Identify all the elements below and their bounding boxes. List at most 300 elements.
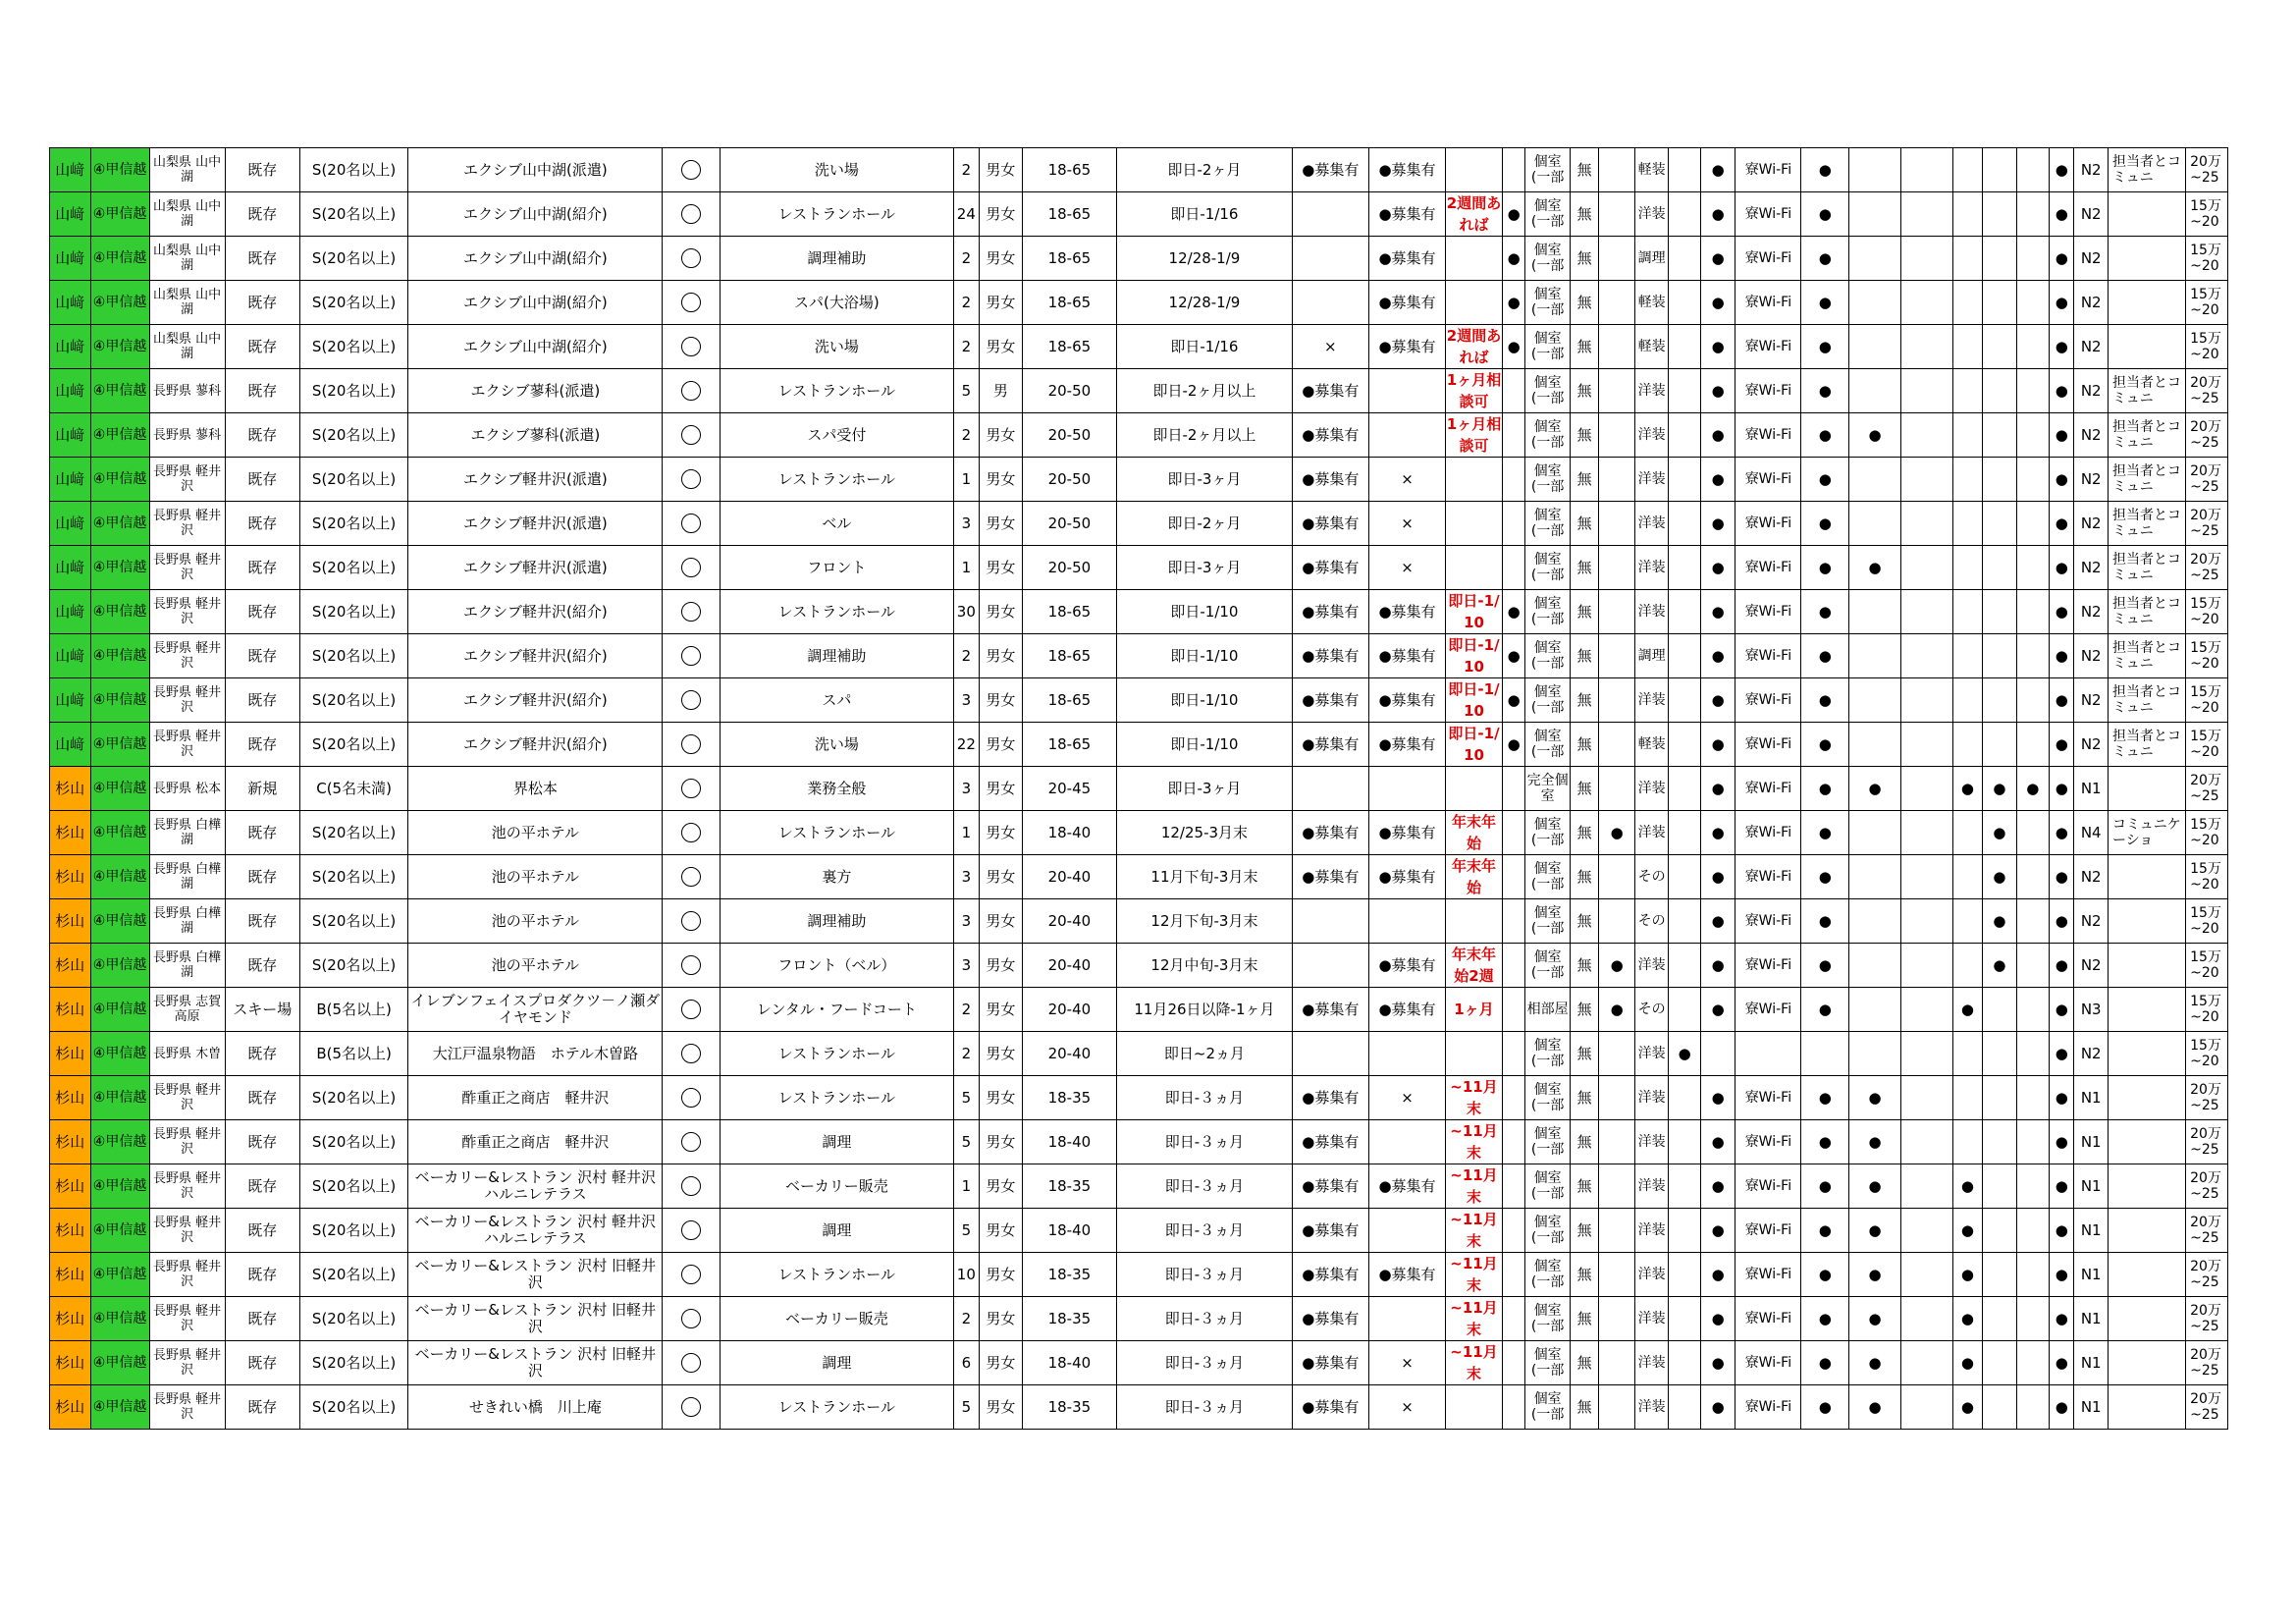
cell-col-a — [1292, 767, 1368, 811]
cell-salary — [2186, 281, 2228, 325]
cell-text: ● — [2055, 425, 2068, 444]
cell-text: ● — [1818, 248, 1832, 267]
cell-dot-8 — [1952, 458, 1982, 502]
cell-dot-4 — [1700, 723, 1735, 767]
cell-period — [1117, 1385, 1293, 1430]
cell-text: 界松本 — [512, 779, 558, 797]
cell-text: ~11月末 — [1450, 1122, 1498, 1162]
cell-dot-11 — [2050, 767, 2074, 811]
cell-dot-3 — [1669, 1209, 1700, 1253]
cell-housing — [1525, 237, 1571, 281]
cell-dot-7 — [1900, 1164, 1952, 1209]
cell-salary — [2186, 1164, 2228, 1209]
cell-text: 15万~20 — [2190, 596, 2221, 627]
cell-age — [1022, 1120, 1116, 1164]
cell-text: ● — [1818, 1265, 1832, 1283]
cell-text: ●募集有 — [1302, 1176, 1360, 1195]
cell-dot-3 — [1669, 546, 1700, 590]
cell-mark — [663, 1164, 721, 1209]
cell-remark — [2108, 281, 2185, 325]
cell-col-a — [1292, 148, 1368, 192]
circle-mark-icon — [681, 1000, 701, 1019]
cell-text: 20万~25 — [2190, 1347, 2221, 1379]
cell-text: ● — [1960, 1397, 1974, 1416]
cell-dot-5 — [1801, 944, 1849, 988]
cell-housing — [1525, 767, 1571, 811]
cell-text: 寮Wi-Fi — [1744, 1399, 1792, 1415]
cell-dot-11 — [2050, 1120, 2074, 1164]
cell-text: ● — [1711, 381, 1725, 400]
cell-age — [1022, 811, 1116, 855]
cell-col-a — [1292, 1032, 1368, 1076]
cell-period — [1117, 369, 1293, 413]
cell-dot-5 — [1801, 899, 1849, 944]
cell-text: 調理 — [822, 1220, 852, 1239]
cell-text: 杉山 — [55, 779, 85, 797]
cell-text: ④甲信越 — [92, 206, 147, 222]
cell-text: 無 — [1576, 337, 1592, 355]
cell-attire — [1634, 590, 1669, 634]
cell-text: N2 — [2080, 425, 2102, 444]
cell-text: ● — [2055, 1397, 2068, 1416]
cell-meal — [1570, 723, 1598, 767]
cell-dot-6 — [1849, 723, 1901, 767]
cell-dot-2 — [1599, 1120, 1635, 1164]
cell-text: ④甲信越 — [92, 825, 147, 840]
cell-dot-5 — [1801, 855, 1849, 899]
cell-text: ● — [1818, 514, 1832, 532]
cell-text: コミュニケーショ — [2111, 817, 2181, 848]
cell-dot-1 — [1502, 1032, 1524, 1076]
cell-dot-10 — [2016, 723, 2049, 767]
cell-text: ● — [1610, 955, 1624, 974]
cell-dot-4 — [1700, 899, 1735, 944]
cell-text: 寮Wi-Fi — [1744, 206, 1792, 222]
cell-dot-7 — [1900, 767, 1952, 811]
cell-remark — [2108, 502, 2185, 546]
cell-col-b — [1368, 855, 1445, 899]
cell-gender — [980, 1032, 1023, 1076]
cell-dot-8 — [1952, 767, 1982, 811]
cell-dot-8 — [1952, 723, 1982, 767]
cell-dot-7 — [1900, 1209, 1952, 1253]
cell-note — [1446, 1341, 1503, 1385]
cell-dot-10 — [2016, 281, 2049, 325]
cell-rep — [50, 855, 91, 899]
cell-dot-9 — [1983, 1032, 2017, 1076]
cell-text: 調理補助 — [807, 646, 867, 665]
cell-facility — [408, 723, 663, 767]
cell-job — [721, 944, 954, 988]
cell-text: 調理 — [822, 1132, 852, 1151]
cell-col-b — [1368, 1341, 1445, 1385]
circle-mark-icon — [681, 911, 701, 931]
cell-remark — [2108, 192, 2185, 237]
cell-rep — [50, 369, 91, 413]
cell-text: 個室(一部 — [1530, 508, 1565, 539]
cell-dot-5 — [1801, 369, 1849, 413]
cell-text: エクシブ軽井沢(派遣) — [462, 558, 608, 576]
cell-col-b — [1368, 1032, 1445, 1076]
cell-text: ④甲信越 — [92, 1178, 147, 1194]
cell-scale — [299, 1341, 408, 1385]
cell-text: スパ(大浴場) — [794, 293, 880, 311]
cell-remark — [2108, 723, 2185, 767]
cell-dot-6 — [1849, 281, 1901, 325]
cell-text: 洗い場 — [814, 160, 859, 179]
cell-text: イレブンフェイスプロダクツ－ノ瀬ダイヤモンド — [410, 992, 661, 1026]
cell-dot-8 — [1952, 502, 1982, 546]
cell-text: B(5名以上) — [316, 1044, 392, 1062]
cell-text: 大江戸温泉物語 ホテル木曽路 — [432, 1044, 638, 1062]
cell-text: 男女 — [986, 514, 1016, 532]
cell-text: ● — [1711, 248, 1725, 267]
cell-meal — [1570, 369, 1598, 413]
cell-text: 既存 — [247, 1309, 278, 1327]
cell-text: レストランホール — [777, 602, 896, 621]
cell-text: ● — [2055, 1088, 2068, 1107]
cell-text: ● — [1507, 646, 1521, 665]
cell-gender — [980, 1297, 1023, 1341]
cell-dot-1 — [1502, 634, 1524, 678]
cell-meal — [1570, 1076, 1598, 1120]
cell-dot-11 — [2050, 369, 2074, 413]
cell-text: ● — [1507, 734, 1521, 753]
cell-text: 18-40 — [1047, 1132, 1092, 1151]
cell-wifi — [1735, 325, 1801, 369]
cell-prefecture — [149, 546, 225, 590]
cell-text: 山﨑 — [55, 514, 85, 532]
cell-gender — [980, 634, 1023, 678]
cell-dot-2 — [1599, 237, 1635, 281]
cell-salary — [2186, 811, 2228, 855]
cell-text: 相部屋 — [1526, 1001, 1569, 1017]
cell-mark — [663, 590, 721, 634]
cell-dot-3 — [1669, 413, 1700, 458]
cell-note — [1446, 723, 1503, 767]
cell-text: 寮Wi-Fi — [1744, 825, 1792, 840]
cell-salary — [2186, 192, 2228, 237]
cell-status — [225, 1253, 299, 1297]
cell-text: 担当者とコミュニ — [2111, 463, 2181, 495]
cell-remark — [2108, 458, 2185, 502]
table-row — [50, 1076, 2228, 1120]
cell-text: 山﨑 — [55, 337, 85, 355]
cell-col-a — [1292, 899, 1368, 944]
cell-dot-6 — [1849, 1385, 1901, 1430]
cell-dot-9 — [1983, 1209, 2017, 1253]
cell-text: ●募集有 — [1378, 955, 1436, 974]
cell-region — [90, 1032, 149, 1076]
cell-text: 無 — [1576, 558, 1592, 576]
cell-dot-9 — [1983, 1253, 2017, 1297]
cell-text: 個室(一部 — [1530, 905, 1565, 937]
cell-gender — [980, 678, 1023, 723]
cell-region — [90, 192, 149, 237]
cell-gender — [980, 899, 1023, 944]
cell-dot-8 — [1952, 944, 1982, 988]
cell-text: S(20名以上) — [311, 248, 397, 267]
cell-text: 即日-３ヵ月 — [1164, 1088, 1245, 1107]
cell-col-b — [1368, 988, 1445, 1032]
cell-text: × — [1401, 558, 1414, 576]
cell-housing — [1525, 413, 1571, 458]
cell-gender — [980, 281, 1023, 325]
cell-attire — [1634, 148, 1669, 192]
cell-dot-11 — [2050, 723, 2074, 767]
cell-jlpt — [2074, 1253, 2109, 1297]
cell-text: 無 — [1576, 1132, 1592, 1151]
cell-remark — [2108, 590, 2185, 634]
cell-text: 担当者とコミュニ — [2111, 729, 2181, 760]
cell-col-b — [1368, 899, 1445, 944]
cell-text: 個室(一部 — [1530, 198, 1565, 230]
cell-facility — [408, 1076, 663, 1120]
cell-text: 洋装 — [1637, 1178, 1666, 1194]
cell-prefecture — [149, 237, 225, 281]
cell-dot-1 — [1502, 458, 1524, 502]
cell-dot-9 — [1983, 988, 2017, 1032]
cell-text: 既存 — [247, 1353, 278, 1372]
cell-dot-4 — [1700, 590, 1735, 634]
cell-facility — [408, 1164, 663, 1209]
cell-text: 男女 — [986, 160, 1016, 179]
cell-text: ● — [1868, 425, 1882, 444]
cell-note — [1446, 148, 1503, 192]
cell-rep — [50, 1341, 91, 1385]
cell-job — [721, 1076, 954, 1120]
cell-text: S(20名以上) — [311, 381, 397, 400]
cell-meal — [1570, 1297, 1598, 1341]
cell-dot-2 — [1599, 1253, 1635, 1297]
cell-text: 15万~20 — [2190, 994, 2221, 1025]
cell-text: ●募集有 — [1378, 734, 1436, 753]
cell-text: 2 — [961, 293, 972, 311]
cell-wifi — [1735, 413, 1801, 458]
cell-text: S(20名以上) — [311, 425, 397, 444]
cell-dot-2 — [1599, 546, 1635, 590]
circle-mark-icon — [681, 1220, 701, 1240]
cell-count — [953, 811, 979, 855]
cell-text: N2 — [2080, 514, 2102, 532]
cell-dot-5 — [1801, 678, 1849, 723]
cell-gender — [980, 458, 1023, 502]
cell-region — [90, 502, 149, 546]
cell-text: 山﨑 — [55, 381, 85, 400]
cell-dot-2 — [1599, 192, 1635, 237]
cell-age — [1022, 855, 1116, 899]
cell-status — [225, 458, 299, 502]
cell-dot-1 — [1502, 855, 1524, 899]
cell-region — [90, 148, 149, 192]
cell-text: 即日-2ヶ月 — [1167, 514, 1242, 532]
cell-text: 杉山 — [55, 911, 85, 930]
cell-text: ● — [1711, 1309, 1725, 1327]
cell-rep — [50, 1032, 91, 1076]
cell-text: N2 — [2080, 1044, 2102, 1062]
cell-text: 既存 — [247, 337, 278, 355]
cell-text: 男女 — [986, 1397, 1016, 1416]
cell-dot-4 — [1700, 281, 1735, 325]
cell-text: 男女 — [986, 1309, 1016, 1327]
cell-wifi — [1735, 546, 1801, 590]
cell-text: 洋装 — [1637, 1311, 1666, 1326]
cell-remark — [2108, 899, 2185, 944]
cell-text: ④甲信越 — [92, 427, 147, 443]
cell-dot-4 — [1700, 546, 1735, 590]
cell-text: N2 — [2080, 734, 2102, 753]
cell-facility — [408, 1297, 663, 1341]
cell-text: 男女 — [986, 911, 1016, 930]
cell-wifi — [1735, 1341, 1801, 1385]
cell-text: ●募集有 — [1378, 690, 1436, 709]
table-row — [50, 855, 2228, 899]
cell-dot-6 — [1849, 678, 1901, 723]
cell-text: ●募集有 — [1302, 1132, 1360, 1151]
cell-wifi — [1735, 590, 1801, 634]
cell-dot-10 — [2016, 148, 2049, 192]
cell-text: ●募集有 — [1302, 425, 1360, 444]
cell-note — [1446, 899, 1503, 944]
cell-gender — [980, 502, 1023, 546]
cell-attire — [1634, 1120, 1669, 1164]
cell-job — [721, 458, 954, 502]
cell-age — [1022, 458, 1116, 502]
cell-dot-11 — [2050, 634, 2074, 678]
cell-attire — [1634, 678, 1669, 723]
cell-scale — [299, 1385, 408, 1430]
cell-text: ● — [1711, 514, 1725, 532]
cell-text: 洋装 — [1637, 692, 1666, 708]
cell-salary — [2186, 1385, 2228, 1430]
cell-dot-2 — [1599, 1385, 1635, 1430]
cell-text: 11月下旬-3月末 — [1150, 867, 1258, 886]
table-row — [50, 634, 2228, 678]
cell-col-b — [1368, 458, 1445, 502]
cell-text: 20万~25 — [2190, 1170, 2221, 1202]
cell-text: 即日-1/16 — [1170, 204, 1239, 223]
cell-facility — [408, 192, 663, 237]
cell-note — [1446, 369, 1503, 413]
cell-text: 即日-1/10 — [1170, 646, 1239, 665]
cell-jlpt — [2074, 1120, 2109, 1164]
cell-rep — [50, 325, 91, 369]
cell-text: 既存 — [247, 381, 278, 400]
cell-note — [1446, 502, 1503, 546]
cell-attire — [1634, 281, 1669, 325]
cell-text: S(20名以上) — [311, 1309, 397, 1327]
cell-text: ベーカリー&レストラン 沢村 旧軽井沢 — [414, 1257, 657, 1291]
cell-text: レストランホール — [777, 1044, 896, 1062]
cell-text: ~11月末 — [1450, 1166, 1498, 1206]
cell-text: N4 — [2080, 823, 2102, 841]
cell-text: 寮Wi-Fi — [1744, 648, 1792, 664]
cell-text: レストランホール — [777, 469, 896, 488]
cell-dot-7 — [1900, 1385, 1952, 1430]
cell-dot-8 — [1952, 855, 1982, 899]
cell-text: 長野県 軽井沢 — [153, 1392, 222, 1422]
cell-text: ● — [2055, 823, 2068, 841]
cell-prefecture — [149, 944, 225, 988]
cell-dot-8 — [1952, 325, 1982, 369]
cell-text: 寮Wi-Fi — [1744, 295, 1792, 310]
table-row — [50, 458, 2228, 502]
cell-dot-11 — [2050, 988, 2074, 1032]
cell-prefecture — [149, 634, 225, 678]
cell-text: ● — [1993, 867, 2006, 886]
cell-dot-9 — [1983, 634, 2017, 678]
cell-col-b — [1368, 546, 1445, 590]
cell-text: 18-65 — [1047, 646, 1092, 665]
cell-dot-1 — [1502, 723, 1524, 767]
cell-status — [225, 678, 299, 723]
cell-period — [1117, 148, 1293, 192]
cell-gender — [980, 237, 1023, 281]
cell-job — [721, 899, 954, 944]
cell-text: 洋装 — [1637, 604, 1666, 620]
cell-text: ● — [1868, 1353, 1882, 1372]
cell-jlpt — [2074, 1076, 2109, 1120]
cell-note — [1446, 988, 1503, 1032]
cell-scale — [299, 148, 408, 192]
cell-text: 男女 — [986, 293, 1016, 311]
table-row — [50, 944, 2228, 988]
cell-facility — [408, 767, 663, 811]
cell-text: ベーカリー&レストラン 沢村 軽井沢ハルニレテラス — [414, 1168, 657, 1203]
cell-jlpt — [2074, 944, 2109, 988]
cell-text: S(20名以上) — [311, 514, 397, 532]
cell-text: 1 — [961, 558, 972, 576]
cell-text: エクシブ軽井沢(派遣) — [462, 469, 608, 488]
cell-text: レストランホール — [777, 823, 896, 841]
cell-prefecture — [149, 1297, 225, 1341]
cell-wifi — [1735, 1164, 1801, 1209]
cell-text: ● — [1711, 911, 1725, 930]
cell-text: ● — [2055, 646, 2068, 665]
cell-gender — [980, 369, 1023, 413]
cell-dot-9 — [1983, 1164, 2017, 1209]
cell-text: ● — [2026, 779, 2040, 797]
cell-dot-3 — [1669, 1341, 1700, 1385]
cell-text: 山﨑 — [55, 293, 85, 311]
cell-meal — [1570, 546, 1598, 590]
cell-dot-9 — [1983, 855, 2017, 899]
cell-text: ● — [1818, 602, 1832, 621]
cell-salary — [2186, 1120, 2228, 1164]
cell-dot-3 — [1669, 944, 1700, 988]
cell-dot-2 — [1599, 281, 1635, 325]
table-row — [50, 1341, 2228, 1385]
cell-col-a — [1292, 369, 1368, 413]
cell-dot-6 — [1849, 546, 1901, 590]
cell-text: S(20名以上) — [311, 1397, 397, 1416]
cell-age — [1022, 1209, 1116, 1253]
cell-salary — [2186, 855, 2228, 899]
cell-housing — [1525, 325, 1571, 369]
cell-wifi — [1735, 369, 1801, 413]
cell-wifi — [1735, 723, 1801, 767]
cell-prefecture — [149, 1385, 225, 1430]
cell-text: 無 — [1576, 646, 1592, 665]
cell-prefecture — [149, 1076, 225, 1120]
table-row — [50, 369, 2228, 413]
cell-text: N2 — [2080, 690, 2102, 709]
cell-text: ●募集有 — [1302, 381, 1360, 400]
cell-dot-5 — [1801, 1032, 1849, 1076]
cell-text: 山﨑 — [55, 248, 85, 267]
cell-text: 男 — [992, 381, 1008, 400]
cell-gender — [980, 546, 1023, 590]
